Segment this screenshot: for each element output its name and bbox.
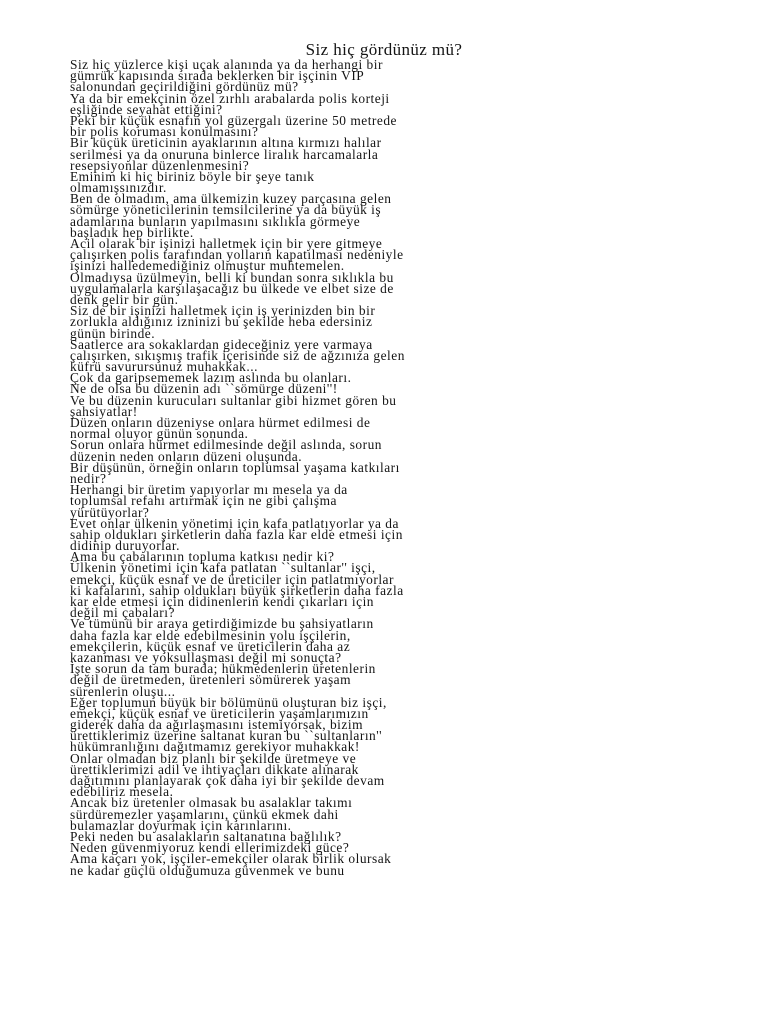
text-line: Herhangi bir üretim yapıyorlar mı mesela ya da <box>70 482 348 498</box>
text-line: ürettiklerimiz üzerine saltanat kuran bu ``sultanların'' <box>70 728 383 744</box>
text-line: Evet onlar ülkenin yönetimi için kafa patlatıyorlar ya da <box>70 515 399 531</box>
text-line: günün birinde. <box>70 325 156 341</box>
text-line: resepsiyonlar düzenlenmesini? <box>70 157 250 173</box>
paragraph <box>70 137 710 171</box>
text-line: toplumsal refahı artırmak için ne gibi çalışma <box>70 493 337 509</box>
paragraph <box>70 484 710 518</box>
text-line: zorlukla aldığınız izninizi bu şekilde heba edersiniz <box>70 314 373 330</box>
text-line: ürettiklerimizi adil ve ihtiyaçları dikkate alınarak <box>70 761 359 777</box>
text-line: hükümranlığını dağıtmamız gerekiyor muhakkak! <box>70 739 360 755</box>
text-line: emekçi, küçük esnaf ve üreticilerin yaşamlarımızın <box>70 705 369 721</box>
paragraph <box>70 618 710 663</box>
text-line: Bir düşünün, örneğin onların toplumsal yaşama katkıları <box>70 459 400 475</box>
text-line: değil de üretmeden, üretenleri sömürerek yaşam <box>70 672 352 688</box>
text-line: emekçilerin, küçük esnaf ve üreticilerin daha az <box>70 638 351 654</box>
paragraph <box>70 112 710 140</box>
text-line: sürenlerin oluşu... <box>70 683 176 699</box>
text-line: Ben de olmadım, ama ülkemizin kuzey parçasına gelen <box>70 191 392 207</box>
text-line: bulamazlar doyurmak için karınlarını. <box>70 817 292 833</box>
paragraph <box>70 238 710 272</box>
text-line: Siz hiç yüzlerce kişi uçak alanında ya da herhangi bir <box>70 57 383 72</box>
text-line: Siz de bir işinizi halletmek için iş yerinizden bin bir <box>70 303 376 319</box>
text-line: İşte sorun da tam burada; hükmedenlerin üretenlerin <box>70 661 376 677</box>
text-line: adamlarına bunların yapılmasını sıklıkla görmeye <box>70 213 361 229</box>
text-line: edebiliriz mesela. <box>70 784 174 800</box>
paragraph <box>70 797 710 831</box>
text-line: Eminim ki hiç biriniz böyle bir şeye tanık <box>70 168 315 184</box>
text-line: Peki neden bu asalakların saltanatına bağlılık? <box>70 828 342 844</box>
text-line: Olmadıysa üzülmeyin, belli ki bundan sonra sıklıkla bu <box>70 269 394 285</box>
text-line: sömürge yöneticilerinin temsilcilerine ya da büyük iş <box>70 202 382 218</box>
paragraph <box>70 168 710 196</box>
text-line: küfrü savurursunuz muhakkak... <box>70 359 258 375</box>
paragraph <box>70 90 710 117</box>
text-line: denk gelir bir gün. <box>70 291 179 307</box>
text-line: işinizi halledemediğiniz olmuştur muhtemelen. <box>70 258 345 274</box>
text-line: Ülkenin yönetimi için kafa patlatan ``sultanlar'' işçi, <box>70 560 376 576</box>
text-line: düzenin neden onların düzeni oluşunda. <box>70 448 303 464</box>
paragraph <box>70 663 710 697</box>
text-line: Ama bu çabalarının topluma katkısı nedir ki? <box>70 549 335 565</box>
text-line: daha fazla kar elde edebilmesinin yolu işçilerin, <box>70 627 351 643</box>
paragraph <box>70 59 710 93</box>
text-line: kar elde etmesi için didinenlerin kendi çıkarları için <box>70 594 375 609</box>
paragraph <box>70 305 710 339</box>
text-line: Neden güvenmiyoruz kendi ellerimizdeki güce? <box>70 840 350 856</box>
paragraph <box>70 193 710 238</box>
text-line: giderek daha da ağırlaşmasını istemiyorsak, bizim <box>70 717 363 733</box>
paragraph <box>70 269 710 307</box>
text-line: Ya da bir emekçinin özel zırhlı arabalarda polis korteji <box>70 90 390 106</box>
text-line: Ne de olsa bu düzenin adı ``sömürge düzeni''! <box>70 381 338 397</box>
text-line: sahip oldukları şirketlerin daha fazla kar elde etmesi için <box>70 526 403 542</box>
text-line: Çok da garipsememek lazım aslında bu olanları. <box>70 370 352 386</box>
text-line: Bir küçük üreticinin ayaklarının altına kırmızı halılar <box>70 135 382 151</box>
paragraph <box>70 415 710 442</box>
text-line: Sorun onlara hürmet edilmesinde değil aslında, sorun <box>70 437 382 453</box>
text-line: uygulamalarla karşılaşacağız bu ülkede ve elbet size de <box>70 280 394 296</box>
text-line: ne kadar güçlü olduğumuza güvenmek ve bunu <box>70 862 345 878</box>
paragraph <box>70 392 710 419</box>
text-line: yürütüyorlar? <box>70 504 150 520</box>
text-line: kazanması ve yoksullaşması değil mi sonuçta? <box>70 649 342 665</box>
text-line: Onlar olmadan biz planlı bir şekilde üretmeye ve <box>70 750 357 766</box>
text-line: emekçi, küçük esnaf ve de üreticiler için patlatmıyorlar <box>70 571 394 587</box>
text-line: ki kafalarını, sahip oldukları büyük şirketlerin daha fazla <box>70 582 404 598</box>
paragraph <box>70 459 710 486</box>
text-line: Düzen onların düzeniyse onlara hürmet edilmesi de <box>70 415 371 430</box>
text-line: çalışırken, sıkışmış trafik içerisinde siz de ağzınıza gelen <box>70 347 405 363</box>
text-line: Ve tümünü bir araya getirdiğimizde bu şahsiyatların <box>70 616 374 632</box>
text-line: şahsiyatlar! <box>70 403 138 419</box>
text-line: Saatlerce ara sokaklardan gideceğiniz yere varmaya <box>70 336 373 352</box>
text-line: Ancak biz üretenler olmasak bu asalaklar takımı <box>70 795 353 811</box>
text-line: olmamışsınızdır. <box>70 180 167 196</box>
paragraph <box>70 515 710 554</box>
text-line: çalışırken polis tarafından yolların kapatılması nedeniyle <box>70 247 404 263</box>
text-line: eşliğinde seyahat ettiğini? <box>70 101 223 117</box>
paragraph <box>70 750 710 800</box>
text-line: gümrük kapısında sırada beklerken bir işçinin VIP <box>70 68 365 84</box>
text-line: Eğer toplumun büyük bir bölümünü oluşturan biz işçi, <box>70 694 387 710</box>
text-line: başladık hep birlikte. <box>70 224 194 240</box>
text-line: Peki bir küçük esnafın yol güzergalı üzerine 50 metrede <box>70 112 397 128</box>
paragraph <box>70 560 710 621</box>
text-line: nedir? <box>70 470 107 486</box>
text-line: Ve bu düzenin kurucuları sultanlar gibi hizmet gören bu <box>70 392 397 408</box>
document-body <box>70 59 710 876</box>
paragraph <box>70 694 710 755</box>
paragraph <box>70 336 710 375</box>
text-line: bir polis koruması konulmasını? <box>70 124 259 140</box>
text-line: serilmesi ya da onuruna binlerce liralık harcamalarla <box>70 146 379 162</box>
paragraph <box>70 437 710 464</box>
text-line: normal oluyor günün sonunda. <box>70 426 249 442</box>
text-line: dağıtımını planlayarak çok daha iyi bir şekilde devam <box>70 773 385 788</box>
text-line: Ama kaçarı yok, işçiler-emekçiler olarak birlik olursak <box>70 851 392 867</box>
text-line: değil mi çabaları? <box>70 605 175 621</box>
paragraph <box>70 851 710 878</box>
text-line: sürdüremezler yaşamlarını, çünkü ekmek dahi <box>70 806 339 822</box>
text-line: didinip duruyorlar. <box>70 538 180 554</box>
text-line: salonundan geçirildiğini gördünüz mü? <box>70 79 299 95</box>
text-line: Acil olarak bir işinizi halletmek için bir yere gitmeye <box>70 236 383 251</box>
page-title: Siz hiç gördünüz mü? <box>305 40 463 59</box>
